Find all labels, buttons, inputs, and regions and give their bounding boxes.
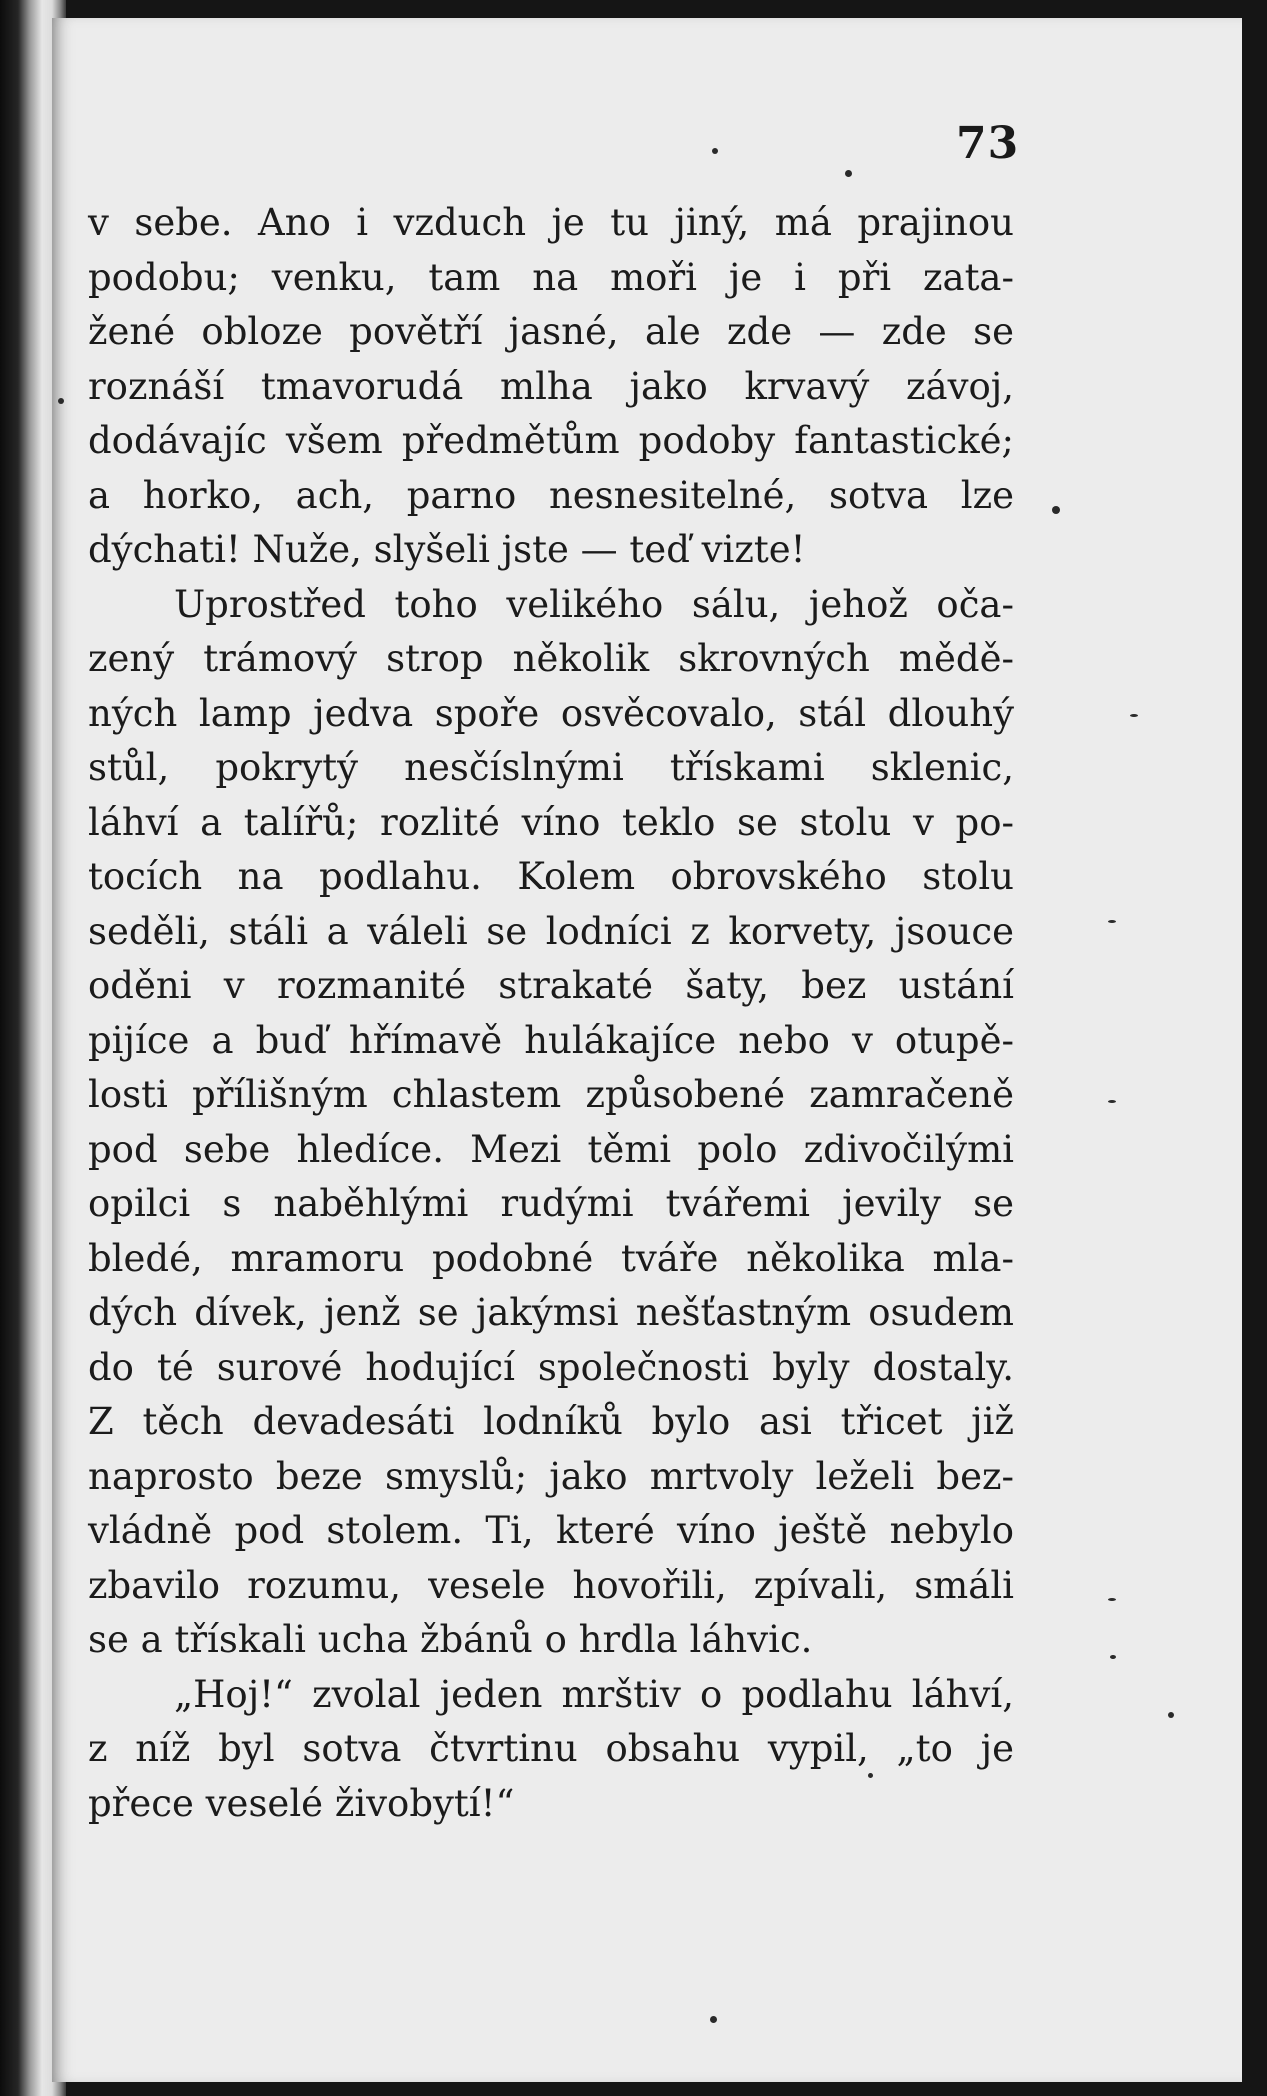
dust-speck (1052, 506, 1060, 514)
dust-speck (1108, 1598, 1116, 1601)
text-line: pijíce a buď hřímavě hulákajíce nebo v otupě- (88, 1018, 1014, 1062)
text-line: v sebe. Ano i vzduch je tu jiný, má prajinou (88, 201, 1014, 244)
dust-speck (1168, 1712, 1174, 1718)
text-line: Uprostřed toho velikého sálu, jehož oča- (174, 582, 1014, 626)
dust-speck (845, 170, 852, 177)
text-line: žené obloze povětří jasné, ale zde — zde se (88, 310, 1014, 353)
text-line: zený trámový strop několik skrovných mědě- (88, 637, 1014, 680)
text-line: vládně pod stolem. Ti, které víno ještě nebylo (88, 1509, 1014, 1552)
text-line: do té surové hodující společnosti byly dostaly. (88, 1345, 1014, 1389)
text-line: dých dívek, jenž se jakýmsi nešťastným osudem (88, 1291, 1014, 1334)
dust-speck (1130, 714, 1138, 717)
text-line: losti přílišným chlastem způsobené zamračeně (88, 1073, 1014, 1116)
text-line: dodávajíc všem předmětům podoby fantastické; (88, 419, 1014, 462)
text-line: Z těch devadesáti lodníků bylo asi třicet již (88, 1400, 1014, 1443)
page-number: 73 (956, 118, 1020, 169)
text-line: seděli, stáli a váleli se lodníci z korvety, jsouce (88, 909, 1014, 953)
dust-speck (1108, 920, 1116, 923)
text-line: ných lamp jedva spoře osvěcovalo, stál dlouhý (88, 691, 1014, 735)
text-line: dýchati! Nuže, slyšeli jste — teď vizte! (88, 528, 806, 571)
text-line: zbavilo rozumu, vesele hovořili, zpívali, smáli (88, 1563, 1014, 1607)
text-line: láhví a talířů; rozlité víno teklo se stolu v po- (88, 800, 1014, 844)
dust-speck (710, 2016, 717, 2023)
text-line: oděni v rozmanité strakaté šaty, bez ustání (88, 964, 1014, 1007)
text-line: tocích na podlahu. Kolem obrovského stolu (88, 855, 1014, 898)
text-line: se a třískali ucha žbánů o hrdla láhvic. (88, 1618, 813, 1661)
text-line: bledé, mramoru podobné tváře několika mla- (88, 1236, 1014, 1280)
text-line: pod sebe hledíce. Mezi těmi polo zdivočilými (88, 1127, 1014, 1171)
dust-speck (1108, 1100, 1116, 1103)
dust-speck (58, 398, 64, 404)
text-line: naprosto beze smyslů; jako mrtvoly leželi bez- (88, 1454, 1014, 1498)
dust-speck (868, 1773, 873, 1778)
dust-speck (1110, 1655, 1116, 1659)
text-line: stůl, pokrytý nesčíslnými třískami sklenic, (88, 746, 1014, 789)
text-line: opilci s naběhlými rudými tvářemi jevily se (88, 1182, 1014, 1225)
text-line: „Hoj!“ zvolal jeden mrštiv o podlahu láhví, (174, 1672, 1014, 1716)
dust-speck (712, 148, 718, 154)
text-line: a horko, ach, parno nesnesitelné, sotva lze (88, 473, 1014, 517)
text-line: podobu; venku, tam na moři je i při zata- (88, 255, 1014, 299)
text-line: přece veselé živobytí!“ (88, 1781, 515, 1825)
body-text (88, 196, 1014, 1831)
text-line: z níž byl sotva čtvrtinu obsahu vypil, „to je (88, 1727, 1014, 1770)
text-line: roznáší tmavorudá mlha jako krvavý závoj, (88, 364, 1014, 408)
